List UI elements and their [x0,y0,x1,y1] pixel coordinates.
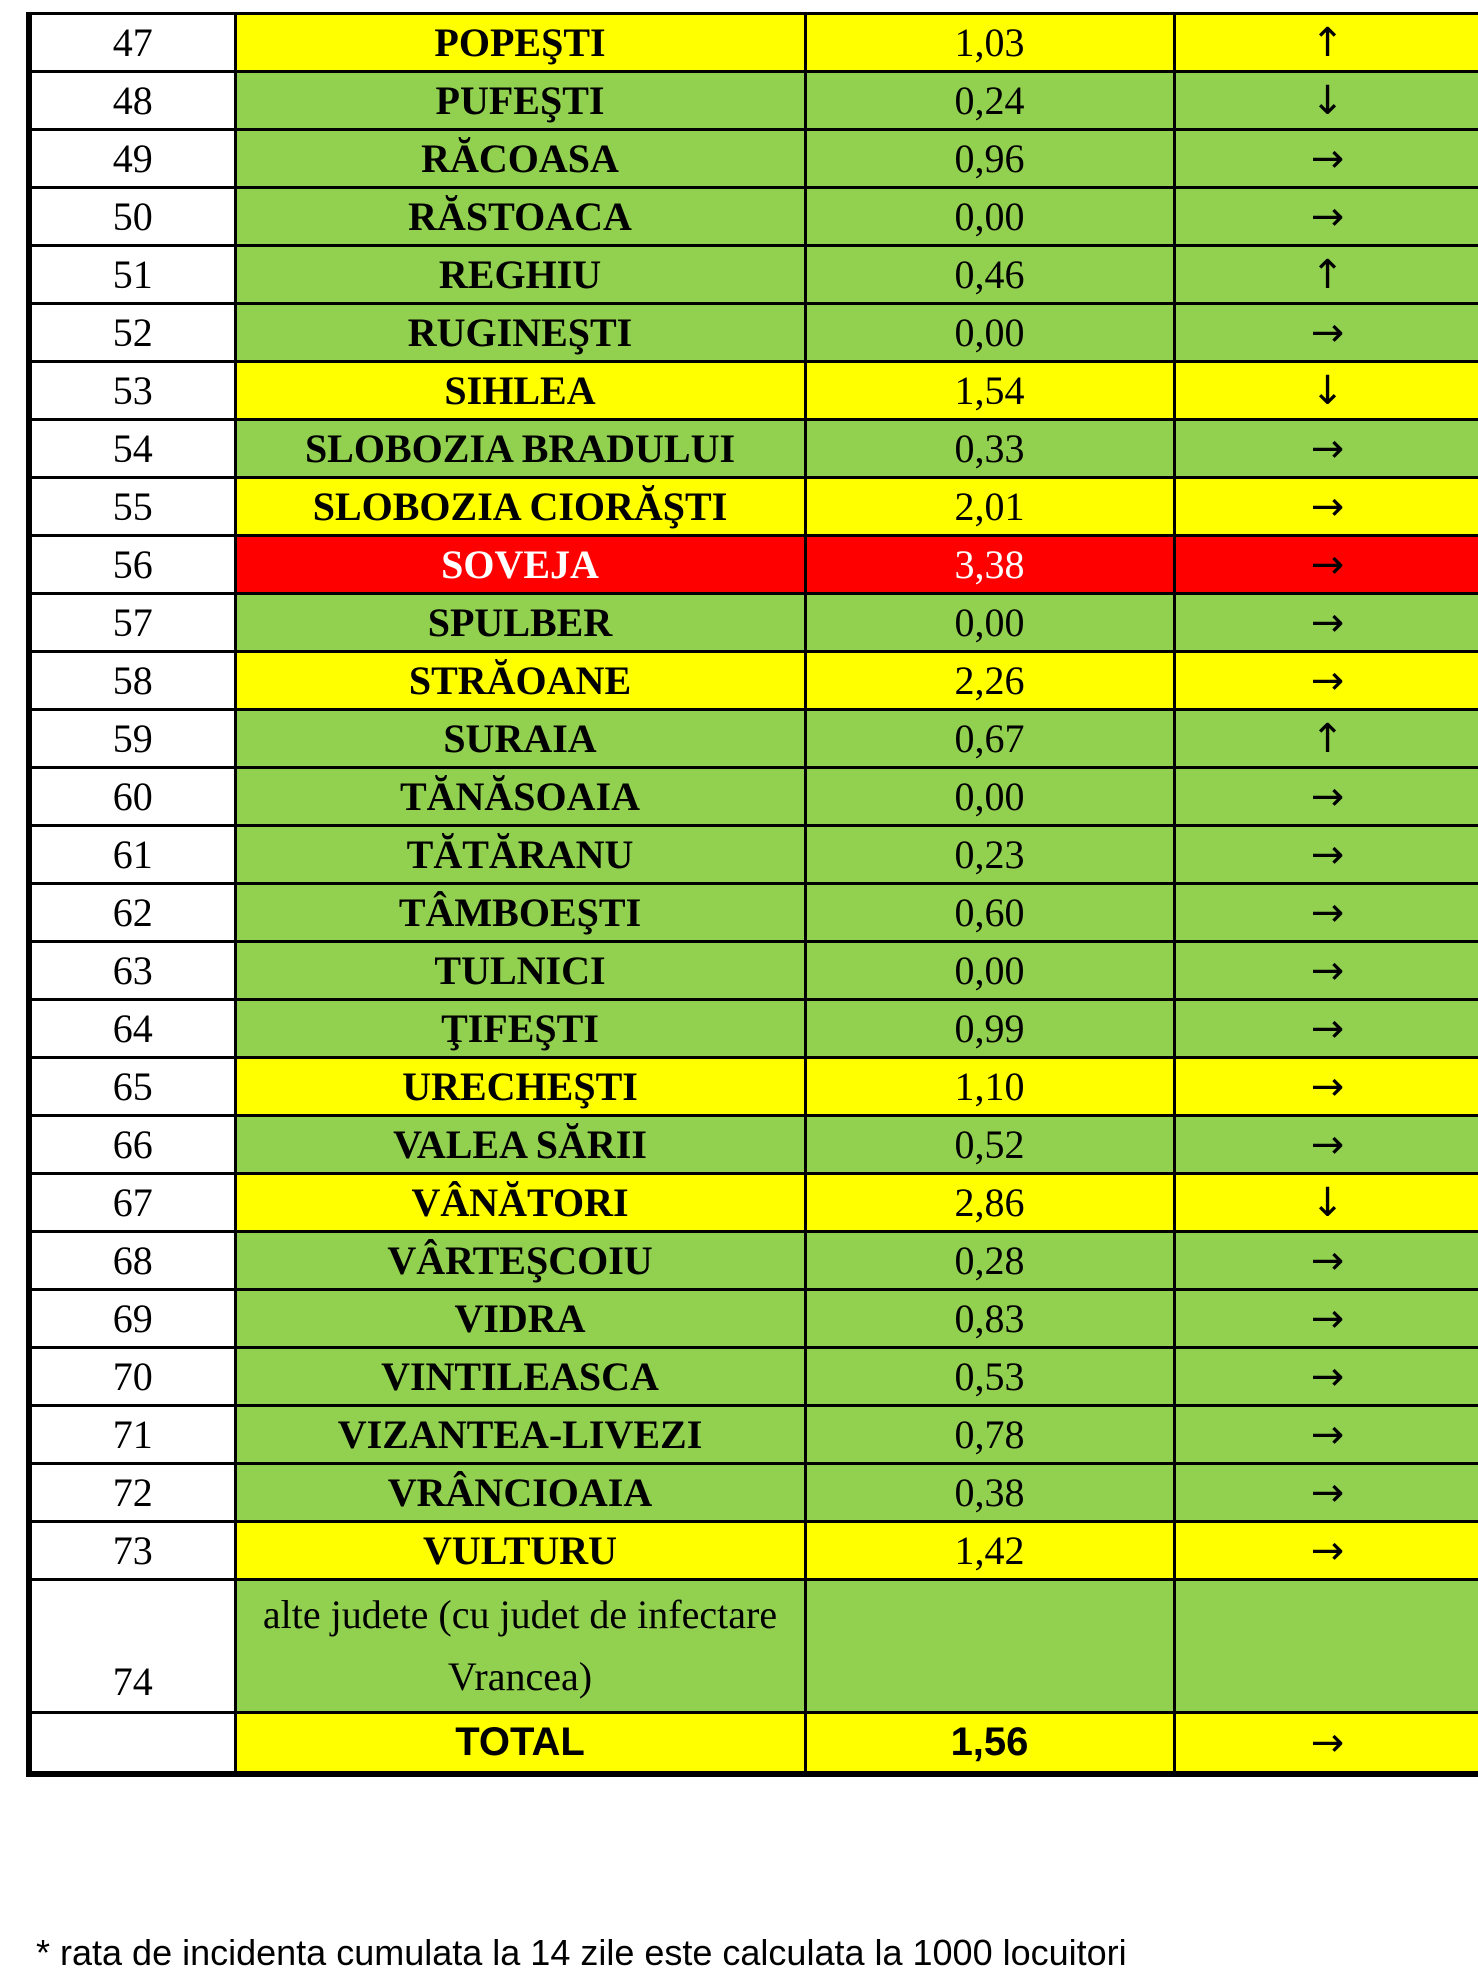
locality-name: TĂTĂRANU [235,826,805,884]
row-number: 48 [29,72,235,130]
incidence-value: 3,38 [805,536,1174,594]
table-row [29,1522,1478,1580]
row-number: 58 [29,652,235,710]
row-number: 50 [29,188,235,246]
trend-arrow-icon: → [1174,768,1478,826]
table-row [29,1348,1478,1406]
trend-arrow-icon: → [1174,130,1478,188]
trend-arrow-icon: → [1174,304,1478,362]
total-row [29,1713,1478,1775]
incidence-value: 1,42 [805,1522,1174,1580]
table-row [29,1406,1478,1464]
table-row [29,1290,1478,1348]
row-number: 52 [29,304,235,362]
row-number: 70 [29,1348,235,1406]
trend-arrow-icon: → [1174,536,1478,594]
incidence-value: 0,53 [805,1348,1174,1406]
locality-name: RĂCOASA [235,130,805,188]
trend-arrow-icon: → [1174,1464,1478,1522]
incidence-value: 0,52 [805,1116,1174,1174]
trend-arrow-icon: → [1174,652,1478,710]
incidence-value: 0,38 [805,1464,1174,1522]
table-row [29,1058,1478,1116]
incidence-value: 2,26 [805,652,1174,710]
table-row [29,884,1478,942]
incidence-value: 0,00 [805,768,1174,826]
table-row [29,536,1478,594]
locality-name: RĂSTOACA [235,188,805,246]
locality-name: VULTURU [235,1522,805,1580]
locality-name: TĂNĂSOAIA [235,768,805,826]
row-number: 59 [29,710,235,768]
locality-name: SPULBER [235,594,805,652]
trend-arrow-icon: → [1174,1232,1478,1290]
locality-name: STRĂOANE [235,652,805,710]
trend-arrow-icon: → [1174,1290,1478,1348]
table-row [29,304,1478,362]
trend-arrow-icon: ↓ [1174,72,1478,130]
table-row [29,72,1478,130]
trend-arrow-icon: → [1174,826,1478,884]
table-row [29,246,1478,304]
row-number: 68 [29,1232,235,1290]
table-row [29,1232,1478,1290]
table-row [29,420,1478,478]
trend-arrow-icon: → [1174,1348,1478,1406]
table-row [29,1000,1478,1058]
locality-name: VALEA SĂRII [235,1116,805,1174]
table-row [29,1464,1478,1522]
trend-arrow-icon: → [1174,1058,1478,1116]
incidence-value: 0,28 [805,1232,1174,1290]
locality-name: SLOBOZIA CIORĂŞTI [235,478,805,536]
table-row [29,362,1478,420]
row-number: 60 [29,768,235,826]
table-row [29,594,1478,652]
locality-name: TÂMBOEŞTI [235,884,805,942]
incidence-value: 0,00 [805,188,1174,246]
locality-name: POPEŞTI [235,14,805,72]
total-nr-cell [29,1713,235,1775]
trend-arrow-icon: ↑ [1174,246,1478,304]
footnote: * rata de incidenta cumulata la 14 zile este calculata la 1000 locuitori [36,1932,1127,1973]
row-number: 71 [29,1406,235,1464]
incidence-value: 0,23 [805,826,1174,884]
incidence-value: 0,67 [805,710,1174,768]
locality-name: VIDRA [235,1290,805,1348]
table-row [29,1580,1478,1713]
locality-name: SURAIA [235,710,805,768]
incidence-value: 2,86 [805,1174,1174,1232]
locality-name: TULNICI [235,942,805,1000]
total-trend-arrow-icon: → [1174,1713,1478,1775]
locality-name: VRÂNCIOAIA [235,1464,805,1522]
table-row [29,478,1478,536]
row-number: 66 [29,1116,235,1174]
locality-name: VÂNĂTORI [235,1174,805,1232]
table-row [29,130,1478,188]
total-value: 1,56 [805,1713,1174,1775]
row-number: 56 [29,536,235,594]
table-row [29,826,1478,884]
trend-arrow-icon: → [1174,1116,1478,1174]
locality-name: VÂRTEŞCOIU [235,1232,805,1290]
row-number: 74 [29,1580,235,1713]
locality-name: SIHLEA [235,362,805,420]
total-label: TOTAL [235,1713,805,1775]
trend-arrow-icon: → [1174,420,1478,478]
trend-arrow-icon: → [1174,1522,1478,1580]
locality-name: alte judete (cu judet de infectare Vrancea) [235,1580,805,1713]
locality-name: ŢIFEŞTI [235,1000,805,1058]
row-number: 67 [29,1174,235,1232]
incidence-value: 0,60 [805,884,1174,942]
incidence-value: 0,00 [805,942,1174,1000]
trend-arrow-icon [1174,1580,1478,1713]
trend-arrow-icon: → [1174,884,1478,942]
row-number: 64 [29,1000,235,1058]
row-number: 72 [29,1464,235,1522]
table-row [29,1116,1478,1174]
row-number: 55 [29,478,235,536]
locality-name: SOVEJA [235,536,805,594]
incidence-value: 1,10 [805,1058,1174,1116]
locality-name: VINTILEASCA [235,1348,805,1406]
incidence-value: 0,78 [805,1406,1174,1464]
table-row [29,652,1478,710]
incidence-value: 0,99 [805,1000,1174,1058]
row-number: 65 [29,1058,235,1116]
trend-arrow-icon: → [1174,188,1478,246]
row-number: 61 [29,826,235,884]
trend-arrow-icon: ↑ [1174,710,1478,768]
trend-arrow-icon: → [1174,942,1478,1000]
row-number: 62 [29,884,235,942]
row-number: 69 [29,1290,235,1348]
incidence-value: 0,46 [805,246,1174,304]
table-body [29,14,1478,1713]
row-number: 57 [29,594,235,652]
incidence-value: 2,01 [805,478,1174,536]
incidence-value: 1,54 [805,362,1174,420]
trend-arrow-icon: ↓ [1174,362,1478,420]
table-row [29,768,1478,826]
incidence-value: 0,24 [805,72,1174,130]
row-number: 63 [29,942,235,1000]
table-row [29,1174,1478,1232]
incidence-table [26,12,1478,1777]
incidence-value [805,1580,1174,1713]
table-row [29,188,1478,246]
incidence-value: 0,00 [805,594,1174,652]
locality-name: RUGINEŞTI [235,304,805,362]
incidence-value: 1,03 [805,14,1174,72]
locality-name: PUFEŞTI [235,72,805,130]
trend-arrow-icon: → [1174,478,1478,536]
row-number: 49 [29,130,235,188]
row-number: 53 [29,362,235,420]
locality-name: SLOBOZIA BRADULUI [235,420,805,478]
locality-name: VIZANTEA-LIVEZI [235,1406,805,1464]
trend-arrow-icon: → [1174,1000,1478,1058]
row-number: 54 [29,420,235,478]
row-number: 47 [29,14,235,72]
table-row [29,710,1478,768]
incidence-value: 0,83 [805,1290,1174,1348]
table-row [29,14,1478,72]
locality-name: REGHIU [235,246,805,304]
table-row [29,942,1478,1000]
incidence-value: 0,96 [805,130,1174,188]
incidence-value: 0,33 [805,420,1174,478]
locality-name: URECHEŞTI [235,1058,805,1116]
trend-arrow-icon: ↑ [1174,14,1478,72]
trend-arrow-icon: ↓ [1174,1174,1478,1232]
row-number: 73 [29,1522,235,1580]
trend-arrow-icon: → [1174,594,1478,652]
row-number: 51 [29,246,235,304]
trend-arrow-icon: → [1174,1406,1478,1464]
incidence-value: 0,00 [805,304,1174,362]
